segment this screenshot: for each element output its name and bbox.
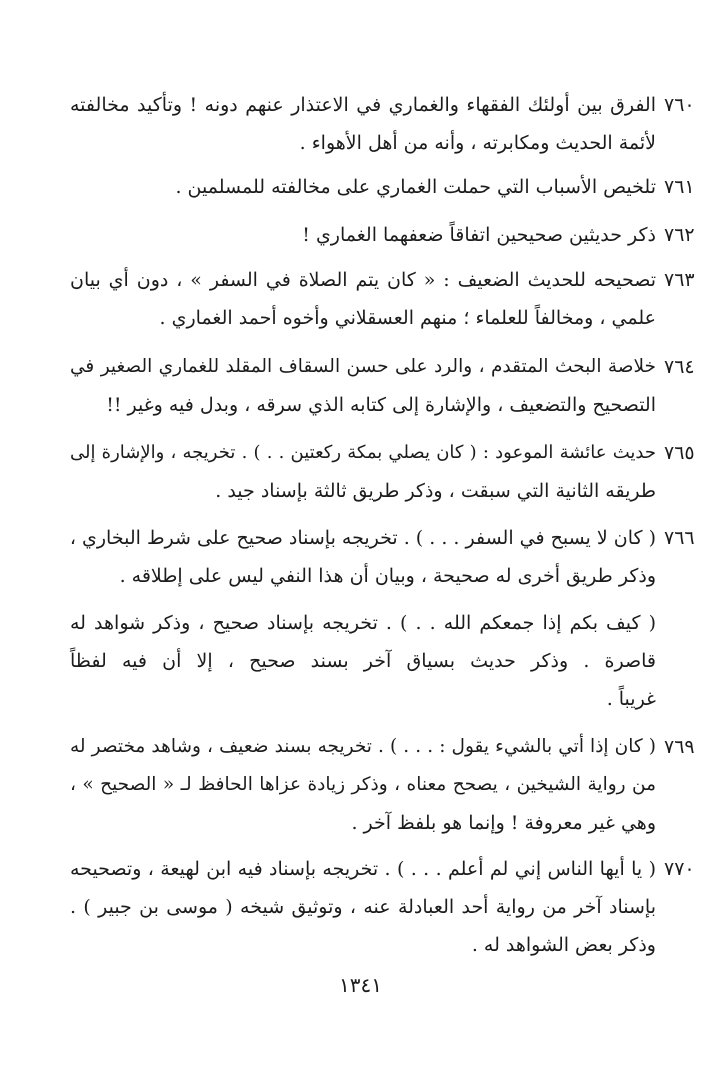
entry-number: ٧٧٠ bbox=[664, 858, 695, 880]
entry-line: طريقه الثانية التي سبقت ، وذكر طريق ثالثة بإسناد جيد . bbox=[215, 480, 656, 502]
entry-line: لأئمة الحديث ومكابرته ، وأنه من أهل الأهواء . bbox=[299, 132, 656, 154]
index-entry bbox=[70, 216, 695, 254]
index-entry bbox=[70, 168, 695, 206]
index-entry bbox=[70, 86, 695, 162]
entry-line: تصحيحه للحديث الضعيف : « كان يتم الصلاة في السفر » ، دون أي بيان bbox=[70, 269, 656, 291]
entry-line: الفرق بين أولئك الفقهاء والغماري في الاعتذار عنهم دونه ! وتأكيد مخالفته bbox=[70, 94, 656, 116]
entry-number: ٧٦٢ bbox=[664, 224, 695, 246]
index-entry bbox=[70, 434, 695, 510]
page-number: ١٣٤١ bbox=[339, 973, 382, 997]
entry-line: التصحيح والتضعيف ، والإشارة إلى كتابه الذي سرقه ، وبدل فيه وغير !! bbox=[106, 394, 656, 416]
entry-line: وهي غير معروفة ! وإنما هو بلفظ آخر . bbox=[351, 812, 656, 834]
entry-number: ٧٦٩ bbox=[664, 736, 695, 758]
entry-number: ٧٦٦ bbox=[664, 527, 695, 549]
entry-line: خلاصة البحث المتقدم ، والرد على حسن السقاف المقلد للغماري الصغير في bbox=[70, 356, 656, 377]
entry-line: حديث عائشة الموعود : ( كان يصلي بمكة ركعتين . . ) . تخريجه ، والإشارة إلى bbox=[70, 442, 656, 463]
entry-number: ٧٦٥ bbox=[664, 442, 695, 464]
entry-line: ( كيف بكم إذا جمعكم الله . . ) . تخريجه بإسناد صحيح ، وذكر شواهد له bbox=[70, 612, 656, 634]
entry-number: ٧٦٤ bbox=[664, 356, 695, 378]
entry-line: علمي ، ومخالفاً للعلماء ؛ منهم العسقلاني وأخوه أحمد الغماري . bbox=[159, 307, 656, 329]
entry-line: تلخيص الأسباب التي حملت الغماري على مخالفته للمسلمين . bbox=[175, 176, 656, 198]
entry-line: بإسناد آخر من رواية أحد العبادلة عنه ، وتوثيق شيخه ( موسى بن جبير ) . bbox=[70, 896, 656, 918]
index-entry bbox=[70, 261, 695, 337]
index-entry bbox=[70, 348, 695, 424]
entry-line: ( كان لا يسبح في السفر . . . ) . تخريجه بإسناد صحيح على شرط البخاري ، bbox=[69, 527, 656, 549]
entry-line: وذكر طريق أخرى له صحيحة ، وبيان أن هذا النفي ليس على إطلاقه . bbox=[119, 565, 656, 587]
entry-number: ٧٦٠ bbox=[664, 94, 695, 116]
entry-line: ( كان إذا أتي بالشيء يقول : . . . ) . تخريجه بسند ضعيف ، وشاهد مختصر له bbox=[70, 736, 656, 757]
entry-line: وذكر بعض الشواهد له . bbox=[471, 934, 656, 956]
index-entry bbox=[70, 604, 656, 718]
index-entry bbox=[70, 728, 695, 842]
entry-line: من رواية الشيخين ، يصحح معناه ، وذكر زيادة عزاها الحافظ لـ « الصحيح » ، bbox=[70, 774, 656, 795]
index-entry bbox=[70, 850, 695, 964]
entry-line: قاصرة . وذكر حديث بسياق آخر بسند صحيح ، إلا أن فيه لفظاً bbox=[70, 650, 656, 672]
entry-line: غريباً . bbox=[606, 688, 656, 710]
entry-number: ٧٦١ bbox=[664, 176, 695, 198]
index-entry bbox=[69, 519, 695, 595]
entry-line: ذكر حديثين صحيحين اتفاقاً ضعفهما الغماري ! bbox=[302, 224, 656, 246]
entry-line: ( يا أيها الناس إني لم أعلم . . . ) . تخريجه بإسناد فيه ابن لهيعة ، وتصحيحه bbox=[70, 858, 656, 880]
entry-number: ٧٦٣ bbox=[664, 269, 695, 291]
